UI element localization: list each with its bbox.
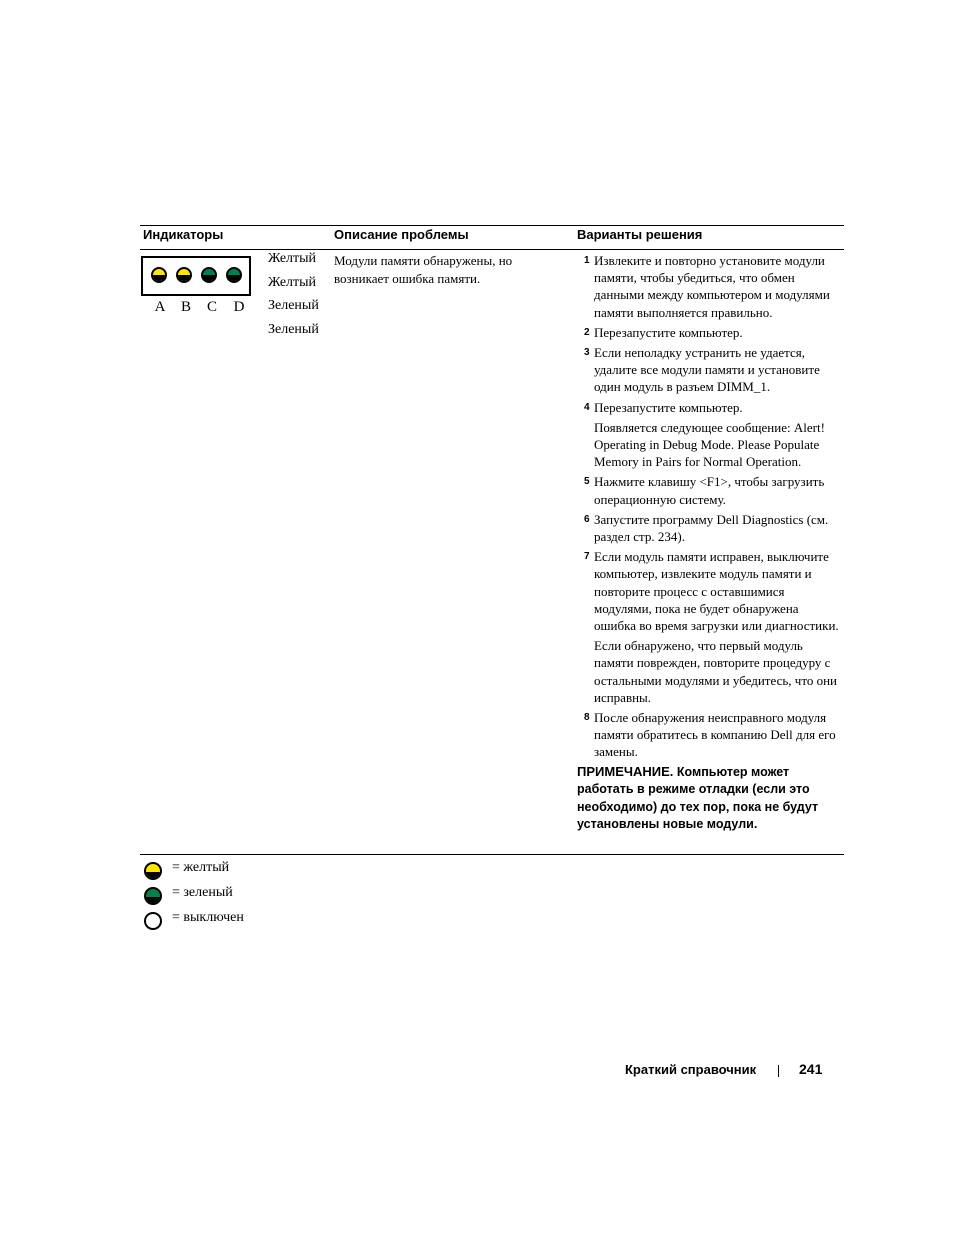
solution-step [577, 252, 842, 321]
indicator-panel [141, 256, 251, 296]
step-text: Если модуль памяти исправен, выключите компьютер, извлеките модуль памяти и повторите процесс с оставшимися модулями, пока не будет обнаружена ошибка во время загрузки или диагностики. [594, 549, 839, 634]
table-header-rule [140, 249, 844, 250]
note-label: ПРИМЕЧАНИЕ. [577, 763, 674, 779]
page-number: 241 [799, 1061, 823, 1077]
step-text: Извлеките и повторно установите модули памяти, чтобы убедиться, что обмен данными между компьютером и модулями памяти выполняется правильно. [594, 253, 830, 320]
solution-paragraph: Если обнаружено, что первый модуль памяти поврежден, повторите процедуру с остальными модулями и убедитесь, что они исправны. [594, 638, 837, 705]
yellow-led-icon [144, 862, 162, 880]
header-solutions: Варианты решения [577, 227, 703, 242]
green-led-icon [144, 887, 162, 905]
step-text: Перезапустите компьютер. [594, 324, 743, 340]
step-number: 1 [584, 255, 590, 266]
led-a-icon [151, 267, 167, 283]
legend-text: = зеленый [172, 885, 233, 900]
step-text: Если неполадку устранить не удается, удалите все модули памяти и установите один модуль в разъем DIMM_1. [594, 345, 820, 395]
step-text: Перезапустите компьютер. [594, 399, 743, 415]
solutions-list [577, 252, 842, 834]
solution-paragraph: Появляется следующее сообщение: Alert! Operating in Debug Mode. Please Populate Memory in Pairs for Normal Operation. [594, 419, 825, 470]
led-letter-a: A [154, 299, 166, 315]
step-number: 5 [584, 476, 590, 488]
led-b-icon [176, 267, 192, 283]
solution-step [577, 709, 842, 761]
solution-step [577, 511, 842, 545]
legend-text: = выключен [172, 910, 244, 925]
problem-description: Модули памяти обнаружены, но возникает ошибка памяти. [334, 253, 513, 286]
step-number: 2 [584, 326, 590, 338]
led-d-icon [226, 267, 242, 283]
color-name-c: Зеленый [268, 298, 319, 313]
note [577, 763, 842, 834]
off-led-icon [144, 912, 162, 930]
led-letter-d: D [233, 299, 245, 315]
solution-step [577, 399, 842, 416]
step-number: 3 [584, 347, 590, 359]
note-text: Компьютер может работать в режиме отладки (если это необходимо) до тех пор, пока не будут установлены новые модули. [577, 764, 819, 832]
step-text: Нажмите клавишу <F1>, чтобы загрузить операционную систему. [594, 474, 825, 507]
step-text: После обнаружения неисправного модуля памяти обратитесь в компанию Dell для его замены. [594, 710, 836, 760]
led-c-icon [201, 267, 217, 283]
header-description: Описание проблемы [334, 227, 469, 242]
step-text: Запустите программу Dell Diagnostics (см. раздел стр. 234). [594, 511, 829, 545]
step-number: 7 [584, 551, 590, 563]
footer-title: Краткий справочник [625, 1062, 757, 1077]
table-bottom-rule [140, 854, 844, 855]
step-number: 4 [584, 401, 590, 413]
step-number: 6 [584, 513, 590, 525]
solution-step [577, 324, 842, 341]
solution-step [577, 473, 842, 507]
color-name-a: Желтый [268, 251, 317, 266]
solution-step [577, 548, 842, 634]
led-letter-c: C [206, 299, 217, 315]
header-indicators: Индикаторы [143, 227, 224, 242]
led-letter-b: B [180, 299, 191, 315]
legend-text: = желтый [172, 860, 230, 875]
table-top-rule [140, 225, 844, 226]
footer-separator [778, 1065, 779, 1077]
color-name-b: Желтый [268, 275, 317, 290]
color-name-d: Зеленый [268, 322, 319, 337]
step-number: 8 [584, 712, 590, 724]
solution-step [577, 344, 842, 396]
